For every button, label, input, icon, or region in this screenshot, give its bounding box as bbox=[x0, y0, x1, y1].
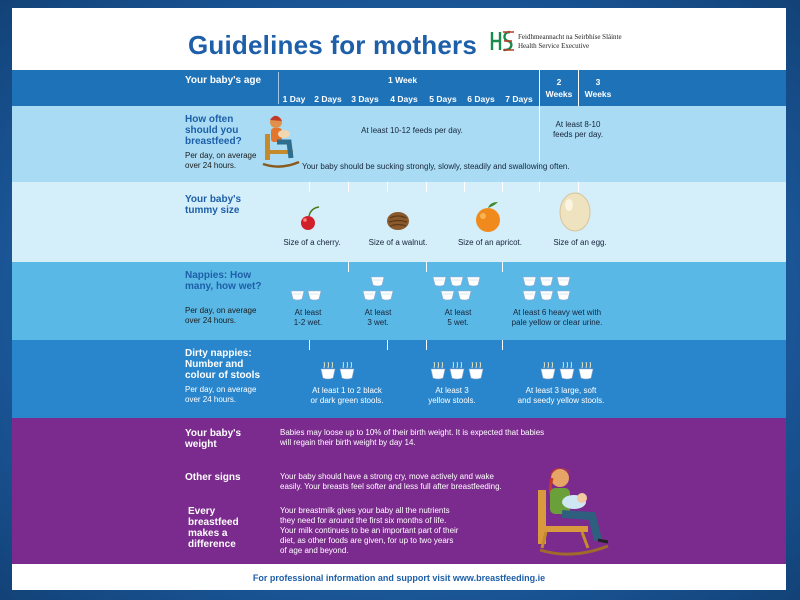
nappies-5-line1: At least bbox=[444, 308, 472, 317]
every-feed-line4: diet, as other foods are given, for up to two years bbox=[280, 536, 454, 545]
week-2-num: 2 bbox=[556, 77, 562, 87]
wet-nappy-icon bbox=[539, 290, 554, 301]
day-2: 2 Days bbox=[314, 94, 342, 104]
stools-seedy-line1: At least 3 large, soft bbox=[525, 386, 597, 395]
nappies-divider bbox=[426, 262, 427, 272]
nappies-sub: Per day, on average over 24 hours. bbox=[185, 306, 257, 325]
nappies-1-2-line1: At least bbox=[294, 308, 322, 317]
tummy-apricot: Size of an apricot. bbox=[457, 238, 523, 247]
wet-nappy-icon bbox=[522, 290, 537, 301]
day-3: 3 Days bbox=[351, 94, 379, 104]
nappies-3-line1: At least bbox=[364, 308, 392, 317]
footer-text: For professional information and support visit www.breastfeeding.ie bbox=[252, 573, 546, 583]
day-7: 7 Days bbox=[505, 94, 533, 104]
apricot-icon bbox=[472, 200, 504, 234]
wet-nappy-icon bbox=[539, 276, 554, 287]
feeding-sub: Per day, on average over 24 hours. bbox=[185, 151, 257, 170]
dirty-nappy-icon bbox=[449, 362, 465, 380]
stools-divider bbox=[426, 340, 427, 350]
feeding-later-line1: At least 8-10 bbox=[555, 120, 601, 129]
weight-text bbox=[280, 428, 544, 448]
stools-yellow-line2: yellow stools. bbox=[428, 396, 476, 405]
weight-text-line1: Babies may loose up to 10% of their birth weight. It is expected that babies bbox=[280, 428, 545, 437]
every-feed-line2: they need for around the first six months of life. bbox=[280, 516, 447, 525]
stools-band bbox=[12, 340, 786, 418]
stools-black-line1: At least 1 to 2 black bbox=[312, 386, 382, 395]
feeding-first-week: At least 10-12 feeds per day. bbox=[361, 126, 463, 135]
wet-nappy-icon bbox=[556, 290, 571, 301]
tummy-cherry: Size of a cherry. bbox=[283, 238, 341, 247]
cherry-icon bbox=[297, 206, 323, 232]
dirty-nappy-icon bbox=[320, 362, 336, 380]
age-label: Your baby's age bbox=[185, 75, 262, 86]
stools-divider bbox=[387, 340, 388, 350]
stools-sub: Per day, on average over 24 hours. bbox=[185, 385, 257, 404]
wet-nappy-icon bbox=[362, 290, 377, 301]
wet-nappy-icon bbox=[432, 276, 447, 287]
tummy-walnut: Size of a walnut. bbox=[368, 238, 428, 247]
other-signs-text bbox=[280, 472, 502, 492]
tummy-divider bbox=[348, 182, 349, 192]
every-feed-line5: of age and beyond. bbox=[280, 546, 349, 555]
stools-black bbox=[292, 386, 402, 406]
nappies-1-2-line2: 1-2 wet. bbox=[293, 318, 323, 327]
wet-nappy-icon bbox=[307, 290, 322, 301]
infographic-page bbox=[12, 8, 786, 590]
wet-nappy-icon bbox=[290, 290, 305, 301]
weight-label: Your baby's weight bbox=[185, 428, 242, 450]
feeding-later bbox=[542, 120, 614, 140]
feeding-divider bbox=[539, 106, 540, 162]
dirty-nappy-icon bbox=[339, 362, 355, 380]
dirty-nappy-icon bbox=[468, 362, 484, 380]
every-feed-line1: Your breastmilk gives your baby all the nutrients bbox=[280, 506, 450, 515]
day-1: 1 Day bbox=[282, 94, 306, 104]
stools-seedy-line2: and seedy yellow stools. bbox=[517, 396, 605, 405]
nappies-5-line2: 5 wet. bbox=[447, 318, 469, 327]
week-2-unit: Weeks bbox=[545, 89, 573, 99]
nappies-6-line1: At least 6 heavy wet with bbox=[512, 308, 602, 317]
wet-nappy-icon bbox=[522, 276, 537, 287]
tummy-divider bbox=[426, 182, 427, 192]
dirty-nappy-icon bbox=[578, 362, 594, 380]
nappies-1-2 bbox=[280, 308, 336, 328]
logo-line-irish: Feidhmeannacht na Seirbhíse Sláinte bbox=[518, 33, 622, 41]
nappies-6 bbox=[496, 308, 618, 328]
nappies-5 bbox=[430, 308, 486, 328]
stools-divider bbox=[309, 340, 310, 350]
week-label: 1 Week bbox=[388, 75, 418, 85]
stools-black-line2: or dark green stools. bbox=[310, 396, 384, 405]
dirty-nappy-icon bbox=[540, 362, 556, 380]
tummy-divider bbox=[539, 182, 540, 192]
every-feed-label: Every breastfeed makes a difference bbox=[188, 506, 239, 550]
wet-nappy-icon bbox=[379, 290, 394, 301]
wet-nappy-icon bbox=[556, 276, 571, 287]
every-feed-text bbox=[280, 506, 458, 556]
nappies-divider bbox=[348, 262, 349, 272]
feeding-label: How often should you breastfeed? bbox=[185, 114, 242, 147]
stools-yellow bbox=[412, 386, 492, 406]
mother-feeding-baby-icon bbox=[532, 460, 614, 556]
other-signs-label: Other signs bbox=[185, 472, 241, 483]
stools-label: Dirty nappies: Number and colour of stools bbox=[185, 348, 260, 381]
walnut-icon bbox=[385, 210, 411, 232]
hse-logo-text bbox=[518, 33, 622, 51]
wet-nappy-icon bbox=[440, 290, 455, 301]
wet-nappy-icon bbox=[457, 290, 472, 301]
feeding-later-line2: feeds per day. bbox=[552, 130, 604, 139]
nappies-6-line2: pale yellow or clear urine. bbox=[511, 318, 603, 327]
wet-nappy-icon bbox=[466, 276, 481, 287]
hse-logo-icon bbox=[490, 28, 516, 54]
tummy-divider bbox=[387, 182, 388, 192]
other-signs-line2: easily. Your breasts feel softer and less full after breastfeeding. bbox=[280, 482, 502, 491]
nappies-3 bbox=[350, 308, 406, 328]
wet-nappy-icon bbox=[370, 276, 385, 287]
week-3 bbox=[579, 76, 617, 100]
dirty-nappy-icon bbox=[430, 362, 446, 380]
dirty-nappy-icon bbox=[559, 362, 575, 380]
tummy-divider bbox=[502, 182, 503, 192]
day-4: 4 Days bbox=[390, 94, 418, 104]
stools-divider bbox=[502, 340, 503, 350]
week-2 bbox=[540, 76, 578, 100]
nappies-3-line2: 3 wet. bbox=[367, 318, 389, 327]
page-title: Guidelines for mothers bbox=[188, 30, 478, 60]
weight-text-line2: will regain their birth weight by day 14. bbox=[280, 438, 416, 447]
tummy-label: Your baby's tummy size bbox=[185, 194, 242, 216]
mother-rocking-chair-icon bbox=[259, 112, 303, 168]
every-feed-line3: Your milk continues to be an important part of their bbox=[280, 526, 459, 535]
egg-icon bbox=[558, 188, 592, 232]
wet-nappy-icon bbox=[449, 276, 464, 287]
hse-logo bbox=[490, 28, 640, 58]
feeding-note: Your baby should be sucking strongly, slowly, steadily and swallowing often. bbox=[302, 162, 570, 171]
tummy-divider bbox=[309, 182, 310, 192]
week-3-num: 3 bbox=[595, 77, 601, 87]
nappies-divider bbox=[502, 262, 503, 272]
tummy-divider bbox=[464, 182, 465, 192]
day-5: 5 Days bbox=[429, 94, 457, 104]
logo-line-english: Health Service Executive bbox=[518, 42, 590, 50]
nappies-label: Nappies: How many, how wet? bbox=[185, 270, 262, 292]
stools-yellow-line1: At least 3 bbox=[435, 386, 469, 395]
other-signs-line1: Your baby should have a strong cry, move actively and wake bbox=[280, 472, 494, 481]
tummy-egg: Size of an egg. bbox=[553, 238, 607, 247]
week-3-unit: Weeks bbox=[584, 89, 612, 99]
day-6: 6 Days bbox=[467, 94, 495, 104]
nappies-band bbox=[12, 262, 786, 340]
stools-seedy bbox=[506, 386, 616, 406]
